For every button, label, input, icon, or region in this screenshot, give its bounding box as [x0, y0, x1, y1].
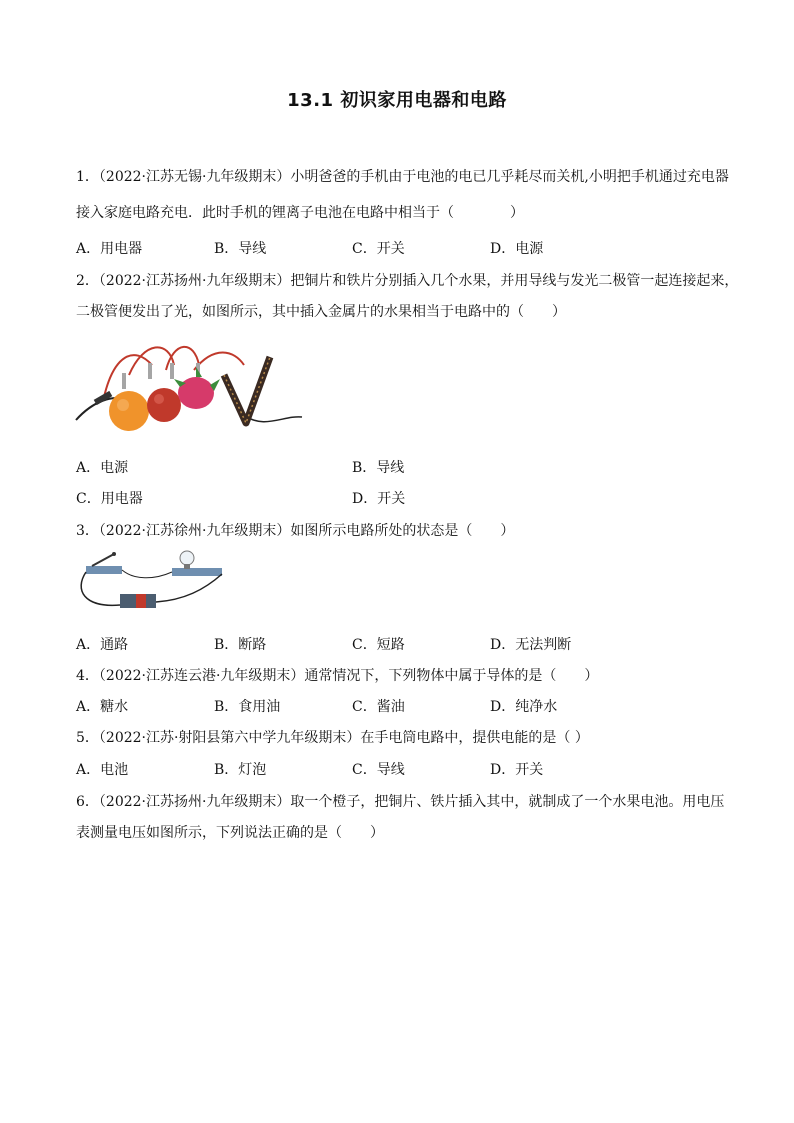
q6-stem-line1: 6．（2022·江苏扬州·九年级期末）取一个橙子，把铜片、铁片插入其中，就制成了一个水果电池。用电压: [76, 794, 725, 810]
q2-option-a: A．电源: [76, 460, 129, 476]
q1-option-a: A．用电器: [76, 241, 143, 257]
circuit-figure: [74, 550, 242, 620]
q4-stem-line1: 4．（2022·江苏连云港·九年级期末）通常情况下，下列物体中属于导体的是（ ）: [76, 668, 599, 684]
q2-option-c: C．用电器: [76, 491, 143, 507]
q1-stem-line1: 1．（2022·江苏无锡·九年级期末）小明爸爸的手机由于电池的电已几乎耗尽而关机,小明把手机通过充电器: [76, 169, 729, 185]
q4-option-a: A．糖水: [76, 699, 129, 715]
q4-option-c: C．酱油: [352, 699, 405, 715]
q1-option-d: D．电源: [490, 241, 544, 257]
q1-stem-line2: 接入家庭电路充电．此时手机的锂离子电池在电路中相当于（ ）: [76, 205, 524, 221]
q6-stem-line2: 表测量电压如图所示，下列说法正确的是（ ）: [76, 825, 384, 841]
q5-stem-line1: 5．（2022·江苏·射阳县第六中学九年级期末）在手电筒电路中，提供电能的是（ ）: [76, 730, 589, 746]
q2-stem-line2: 二极管便发出了光，如图所示，其中插入金属片的水果相当于电路中的（ ）: [76, 304, 566, 320]
q5-option-b: B．灯泡: [214, 762, 267, 778]
q4-option-d: D．纯净水: [490, 699, 558, 715]
q4-option-b: B．食用油: [214, 699, 281, 715]
q5-option-a: A．电池: [76, 762, 129, 778]
page-title: 13.1 初识家用电器和电路: [287, 90, 507, 111]
q3-option-d: D．无法判断: [490, 637, 572, 653]
q5-option-d: D．开关: [490, 762, 544, 778]
fruit-battery-figure: [74, 335, 306, 435]
q3-option-b: B．断路: [214, 637, 267, 653]
q5-option-c: C．导线: [352, 762, 405, 778]
q3-option-a: A．通路: [76, 637, 129, 653]
q2-stem-line1: 2．（2022·江苏扬州·九年级期末）把铜片和铁片分别插入几个水果，并用导线与发光二极管一起连接起来，: [76, 273, 739, 289]
q2-option-b: B．导线: [352, 460, 405, 476]
q3-stem-line1: 3．（2022·江苏徐州·九年级期末）如图所示电路所处的状态是（ ）: [76, 523, 515, 539]
q3-option-c: C．短路: [352, 637, 405, 653]
q2-option-d: D．开关: [352, 491, 406, 507]
q1-option-c: C．开关: [352, 241, 405, 257]
q1-option-b: B．导线: [214, 241, 267, 257]
